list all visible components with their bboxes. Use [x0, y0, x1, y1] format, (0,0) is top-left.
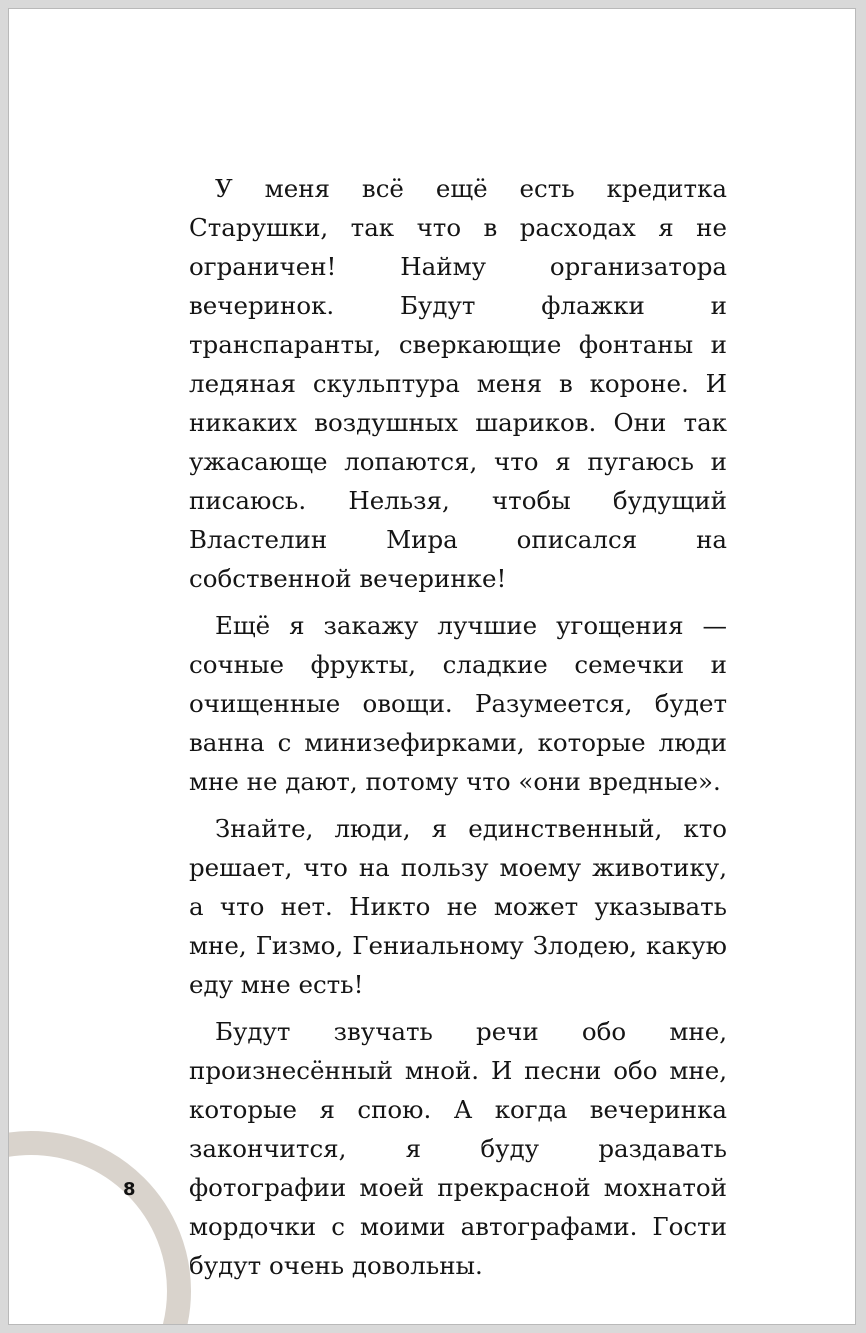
page-number: 8 [123, 1179, 136, 1200]
body-text [189, 169, 727, 1293]
paragraph-4: Будут звучать речи обо мне, произнесённый мной. И песни обо мне, которые я спою. А когда вечеринка закончится, я буду раздавать фотографии моей прекрасной мохнатой мордочки с моими автографами. Гости будут очень довольны. [189, 1017, 727, 1280]
decorative-ring [8, 1131, 191, 1325]
paragraph-3: Знайте, люди, я единственный, кто решает, что на пользу моему животику, а что нет. Никто не может указывать мне, Гизмо, Гениальному Злодею, какую еду мне есть! [189, 814, 727, 999]
book-page [8, 8, 856, 1325]
paragraph-1: У меня всё ещё есть кредитка Старушки, так что в расходах я не ограничен! Найму организатора вечеринок. Будут флажки и транспаранты, сверкающие фонтаны и ледяная скульптура меня в короне. И никаких воздушных шариков. Они так ужасающе лопаются, что я пугаюсь и писаюсь. Нельзя, чтобы будущий Властелин Мира описался на собственной вечеринке! [189, 174, 727, 593]
paragraph-2: Ещё я закажу лучшие угощения — сочные фрукты, сладкие семечки и очищенные овощи. Разумеется, будет ванна с минизефирками, которые люди мне не дают, потому что «они вредные». [189, 611, 727, 796]
